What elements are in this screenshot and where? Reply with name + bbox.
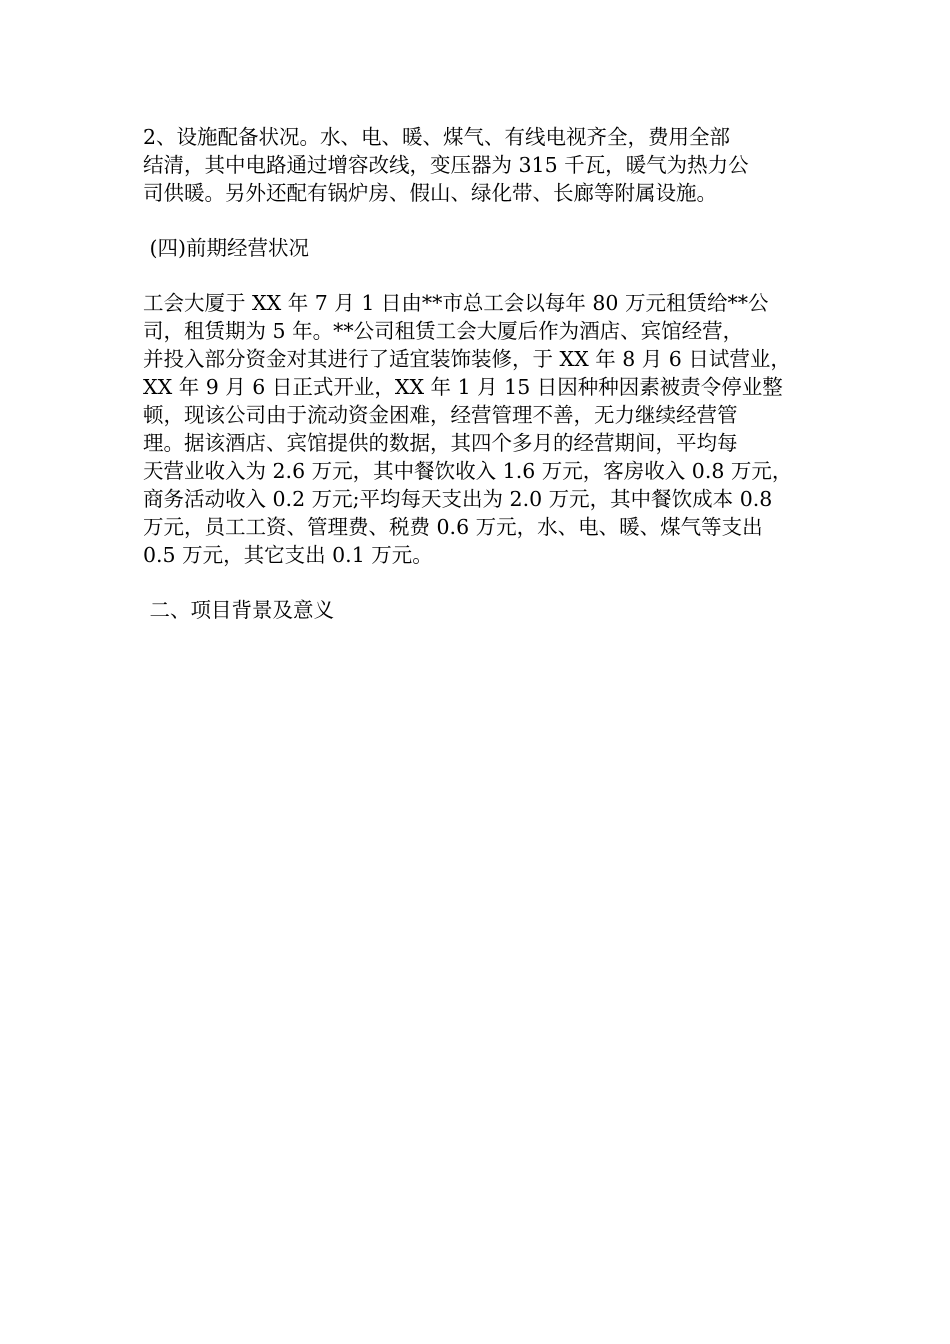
- text-line: 商务活动收入 0.2 万元;平均每天支出为 2.0 万元，其中餐饮成本 0.8: [143, 487, 773, 511]
- text-line: 司供暖。另外还配有锅炉房、假山、绿化带、长廊等附属设施。: [143, 181, 717, 205]
- text-line: 万元，员工工资、管理费、税费 0.6 万元，水、电、暖、煤气等支出: [143, 515, 763, 539]
- section-heading-background: 二、项目背景及意义: [143, 598, 335, 622]
- text-line: 0.5 万元，其它支出 0.1 万元。: [143, 543, 433, 567]
- text-line: XX 年 9 月 6 日正式开业，XX 年 1 月 15 日因种种因素被责令停业整: [143, 375, 783, 399]
- text-line: 司，租赁期为 5 年。**公司租赁工会大厦后作为酒店、宾馆经营，: [143, 319, 744, 343]
- text-line: 理。据该酒店、宾馆提供的数据，其四个多月的经营期间，平均每: [143, 431, 738, 455]
- text-line: 结清，其中电路通过增容改线，变压器为 315 千瓦，暖气为热力公: [143, 153, 749, 177]
- section-heading-operations: (四)前期经营状况: [143, 236, 310, 260]
- document-body: [143, 123, 815, 651]
- paragraph-facilities: [143, 123, 815, 207]
- text-line: 顿，现该公司由于流动资金困难，经营管理不善，无力继续经营管: [143, 403, 738, 427]
- text-line: 工会大厦于 XX 年 7 月 1 日由**市总工会以每年 80 万元租赁给**公: [143, 291, 769, 315]
- text-line: 2、设施配备状况。水、电、暖、煤气、有线电视齐全，费用全部: [143, 125, 731, 149]
- text-line: 天营业收入为 2.6 万元，其中餐饮收入 1.6 万元，客房收入 0.8 万元，: [143, 459, 793, 483]
- text-line: 并投入部分资金对其进行了适宜装饰装修，于 XX 年 8 月 6 日试营业，: [143, 347, 791, 371]
- paragraph-operations: [143, 289, 815, 569]
